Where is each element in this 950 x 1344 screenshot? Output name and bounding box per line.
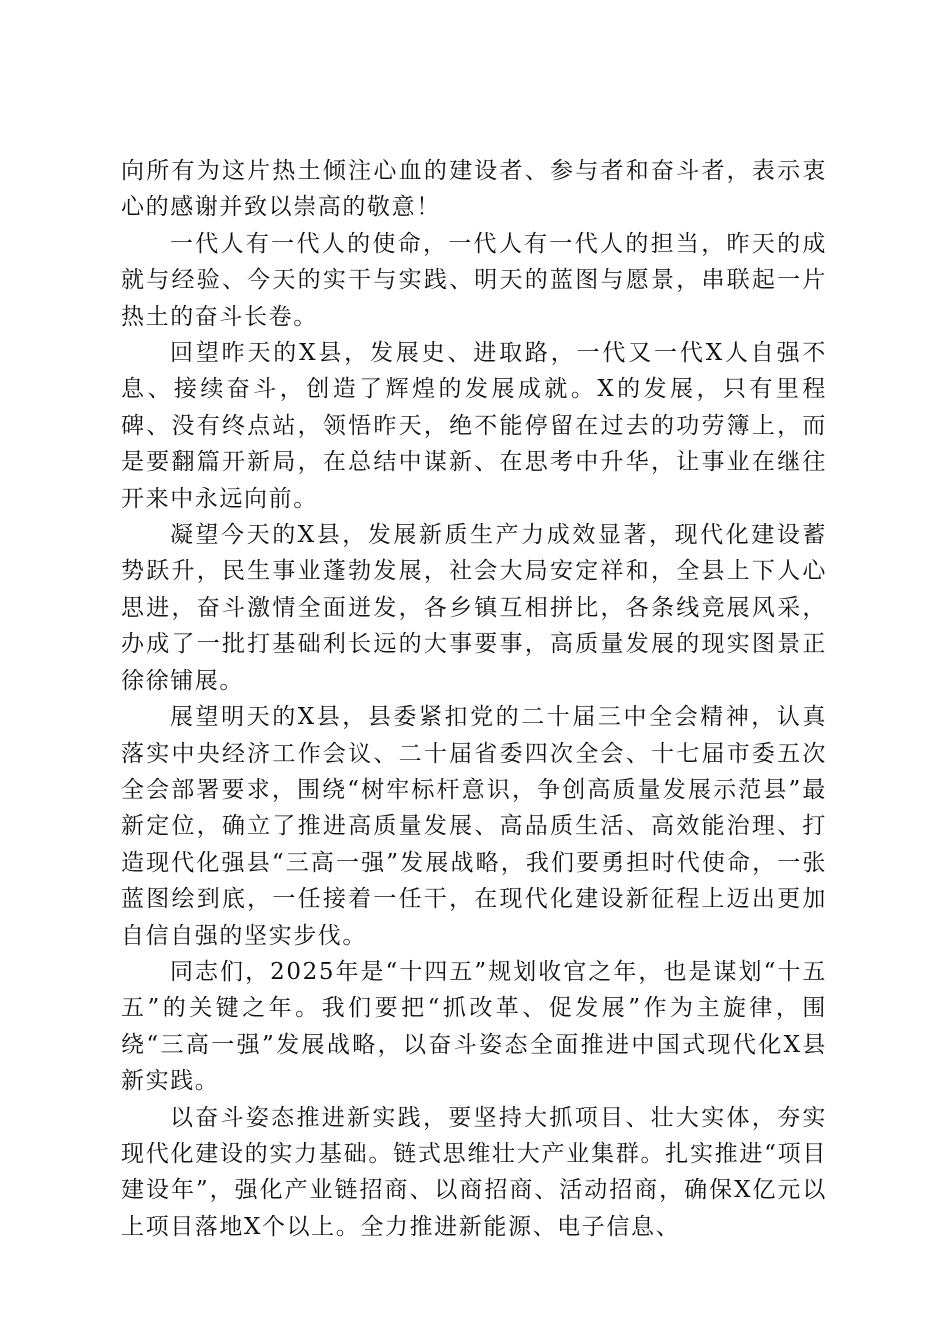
paragraph-6: 同志们，2025年是“十四五”规划收官之年，也是谋划“十五五”的关键之年。我们要把“抓改革、促发展”作为主旋律，围绕“三高一强”发展战略，以奋斗姿态全面推进中国式现代化X县新实践。 — [121, 958, 827, 1095]
paragraph-2: 一代人有一代人的使命，一代人有一代人的担当，昨天的成就与经验、今天的实干与实践、明天的蓝图与愿景，串联起一片热土的奋斗长卷。 — [121, 230, 827, 330]
paragraph-1: 向所有为这片热土倾注心血的建设者、参与者和奋斗者，表示衷心的感谢并致以崇高的敬意！ — [121, 158, 827, 221]
paragraph-4: 凝望今天的X县，发展新质生产力成效显著，现代化建设蓄势跃升，民生事业蓬勃发展，社会大局安定祥和，全县上下人心思进，奋斗激情全面迸发，各乡镇互相拼比，各条线竞展风采，办成了一批打基础利长远的大事要事，高质量发展的现实图景正徐徐铺展。 — [121, 522, 827, 694]
paragraph-7: 以奋斗姿态推进新实践，要坚持大抓项目、壮大实体，夯实现代化建设的实力基础。链式思维壮大产业集群。扎实推进“项目建设年”，强化产业链招商、以商招商、活动招商，确保X亿元以上项目落地X个以上。全力推进新能源、电子信息、 — [121, 1104, 827, 1240]
paragraph-5: 展望明天的X县，县委紧扣党的二十届三中全会精神，认真落实中央经济工作会议、二十届省委四次全会、十七届市委五次全会部署要求，围绕“树牢标杆意识，争创高质量发展示范县”最新定位，确立了推进高质量发展、高品质生活、高效能治理、打造现代化强县“三高一强”发展战略，我们要勇担时代使命，一张蓝图绘到底，一任接着一任干，在现代化建设新征程上迈出更加自信自强的坚实步伐。 — [121, 704, 827, 949]
document-body — [121, 153, 827, 1245]
paragraph-3: 回望昨天的X县，发展史、进取路，一代又一代X人自强不息、接续奋斗，创造了辉煌的发展成就。X的发展，只有里程碑、没有终点站，领悟昨天，绝不能停留在过去的功劳簿上，而是要翻篇开新局，在总结中谋新、在思考中升华，让事业在继往开来中永远向前。 — [121, 340, 827, 512]
